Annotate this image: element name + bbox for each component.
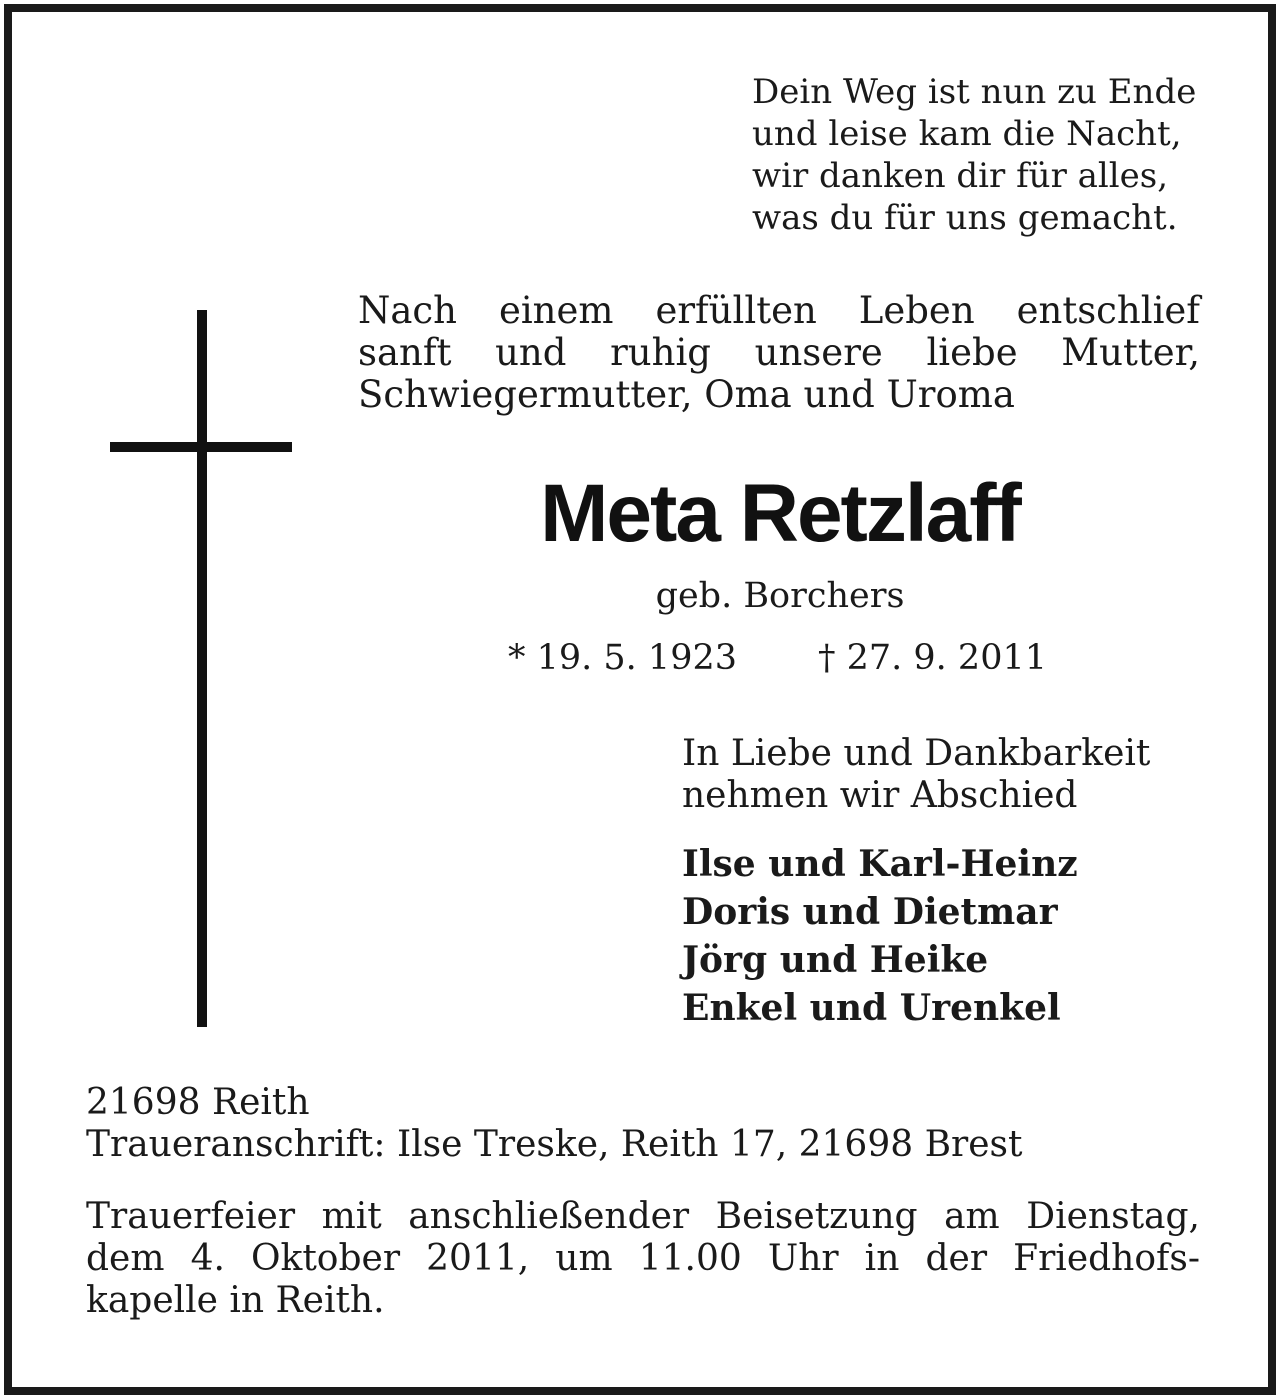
cross-icon-crossbar (110, 442, 292, 452)
mourning-address (86, 1082, 1023, 1166)
ceremony-line: dem 4. Oktober 2011, um 11.00 Uhr in der Friedhofs- (86, 1238, 1200, 1279)
mourner-entry: Doris und Dietmar (682, 891, 1058, 933)
poem-line: wir danken dir für alles, (752, 156, 1169, 196)
birth-date: * 19. 5. 1923 (508, 638, 738, 678)
maiden-name: geb. Borchers (655, 576, 905, 616)
intro-line: Schwiegermutter, Oma und Uroma (358, 373, 1015, 416)
poem-line: Dein Weg ist nun zu Ende (752, 72, 1197, 112)
mourner-entry: Enkel und Urenkel (682, 987, 1061, 1029)
mourner-entry: Ilse und Karl-Heinz (682, 843, 1078, 885)
death-date: † 27. 9. 2011 (818, 638, 1048, 678)
farewell-line: nehmen wir Abschied (682, 775, 1078, 816)
deceased-name: Meta Retzlaff (540, 468, 1020, 559)
poem (752, 71, 1196, 239)
address-line: 21698 Reith (86, 1082, 310, 1123)
farewell-line: In Liebe und Dankbarkeit (682, 733, 1151, 774)
cross-icon (197, 310, 207, 1027)
intro-line: Nach einem erfüllten Leben entschlief (358, 289, 1200, 332)
intro-text (358, 290, 1200, 416)
ceremony-line: kapelle in Reith. (86, 1280, 385, 1321)
mourner-entry: Jörg und Heike (682, 939, 989, 981)
poem-line: was du für uns gemacht. (752, 198, 1178, 238)
mourners-list (682, 840, 1078, 1032)
ceremony-notice (86, 1196, 1200, 1322)
poem-line: und leise kam die Nacht, (752, 114, 1182, 154)
intro-line: sanft und ruhig unsere liebe Mutter, (358, 331, 1200, 374)
ceremony-line: Trauerfeier mit anschließender Beisetzung am Dienstag, (86, 1196, 1200, 1237)
farewell-text (682, 733, 1150, 817)
address-line: Traueranschrift: Ilse Treske, Reith 17, 21698 Brest (86, 1124, 1023, 1165)
